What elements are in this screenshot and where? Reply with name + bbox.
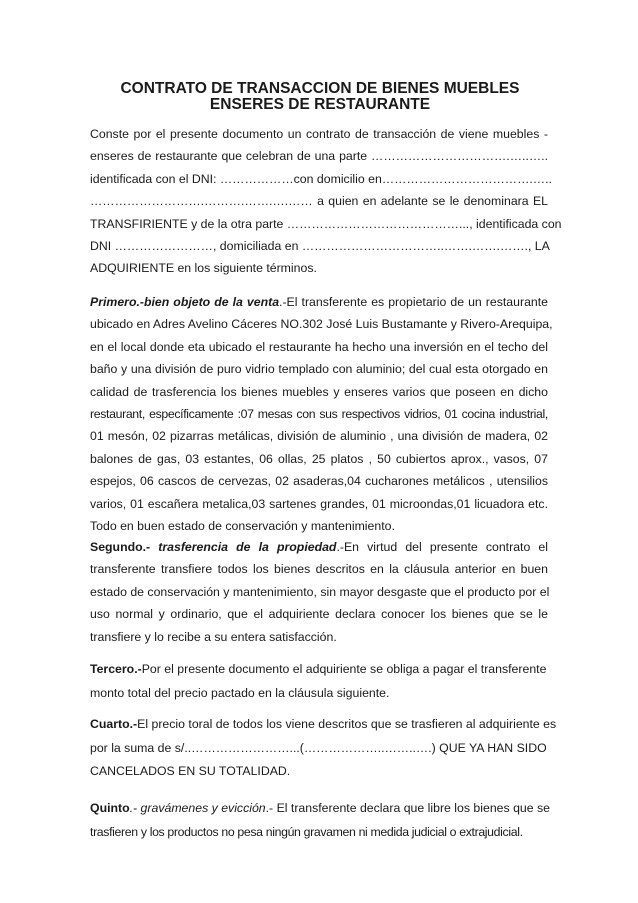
intro-line: DNI ……………………, domiciliada en ……………………………..…….…….……., LA (90, 238, 550, 253)
clause-text: El precio toral de todos los viene descritos que se trasfieren al adquiriente es (137, 717, 557, 731)
clause-line (90, 291, 548, 313)
clause-line: trasfieren y los productos no pesa ningún gravamen ni medida judicial o extrajudicial. (90, 824, 523, 839)
clause-line: restaurant, específicamente :07 mesas con sus respectivos vidrios, 01 cocina industrial, (90, 406, 548, 421)
clause-heading: Primero.-bien objeto de la venta (90, 295, 280, 309)
clause-segundo (90, 536, 548, 648)
clause-primero (90, 291, 553, 537)
intro-line: identificada con el DNI: ………………con domicilio en……………………………….….. (90, 171, 552, 186)
clause-text: .- El transferente declara que libre los bienes que se (265, 801, 551, 815)
clause-quinto (90, 797, 551, 844)
clause-line (90, 658, 548, 682)
clause-line: CANCELADOS EN SU TOTALIDAD. (90, 764, 291, 778)
clause-heading: Quinto (90, 801, 130, 815)
clause-line: espejos, 06 cascos de cervezas, 02 asaderas,04 cucharones metálicos , utensilios (90, 474, 548, 489)
intro-paragraph (90, 123, 562, 280)
clause-line: uso normal y ordinario, que el adquiriente declara conocer los bienes que se le (90, 607, 548, 622)
clause-heading-italic: .- gravámenes y evicción (129, 801, 266, 815)
intro-line: ADQUIRIENTE en los siguiente términos. (90, 261, 317, 276)
clause-tercero (90, 658, 548, 705)
clause-line: balones de gas, 03 estantes, 06 ollas, 25 platos , 50 cubiertos aprox., vasos, 07 (90, 451, 548, 466)
contract-title-line-1: CONTRATO DE TRANSACCION DE BIENES MUEBLES (120, 80, 520, 97)
clause-line: baño y una división de puro vidrio templado con aluminio; del cual esta otorgado en (90, 362, 548, 377)
clause-heading: Cuarto.- (90, 717, 138, 731)
clause-heading: Tercero.- (90, 662, 142, 676)
clause-line: calidad de trasferencia los bienes muebles y enseres varios que poseen en dicho (90, 384, 548, 399)
clause-line: Todo en buen estado de conservación y mantenimiento. (90, 518, 395, 533)
clause-line: varios, 01 escañera metalica,03 sartenes grandes, 01 microondas,01 licuadora etc. (90, 496, 548, 511)
clause-line (90, 536, 548, 558)
clause-text: Por el presente documento el adquiriente se obliga a pagar el transferente (141, 662, 547, 676)
clause-line: monto total del precio pactado en la cláusula siguiente. (90, 685, 390, 700)
clause-text: .-El transferente es propietario de un restaurante (279, 295, 549, 309)
clause-heading-italic: trasferencia de la propiedad (158, 540, 337, 554)
clause-line: transferente transfiere todos los bienes descritos en la cláusula anterior en buen (90, 562, 548, 577)
clause-line: ubicado en Adres Avelino Cáceres NO.302 José Luis Bustamante y Rivero-Arequipa, (90, 317, 553, 332)
clause-heading: Segundo.- (90, 540, 151, 554)
clause-cuarto (90, 713, 557, 784)
clause-line: transfiere y lo recibe a su entera satisfacción. (90, 629, 337, 644)
intro-line: enseres de restaurante que celebran de una parte …………………………….…..….. (90, 149, 548, 164)
clause-line: en el local donde eta ubicado el restaurante ha hecho una inversión en el techo del (90, 339, 548, 354)
clause-line (90, 713, 557, 737)
contract-title-line-2: ENSERES DE RESTAURANTE (209, 96, 431, 113)
clause-line: estado de conservación y mantenimiento, sin mayor desgaste que el producto por el (90, 584, 550, 599)
clause-line: 01 mesón, 02 pizarras metálicas, división de aluminio , una división de madera, 02 (90, 429, 548, 444)
intro-line: TRANSFIRIENTE y de la otra parte ……………………………………..., identificada con (90, 216, 562, 231)
intro-line: ……………………….……….…….….…… a quien en adelante se le denominara EL (90, 194, 548, 209)
clause-text: .-En virtud del presente contrato el (336, 540, 548, 554)
intro-line: Conste por el presente documento un contrato de transacción de viene muebles - (90, 127, 548, 141)
clause-line (90, 797, 551, 821)
clause-line: por la suma de s/..……………………...(………………..……..….) QUE YA HAN SIDO (90, 740, 547, 755)
